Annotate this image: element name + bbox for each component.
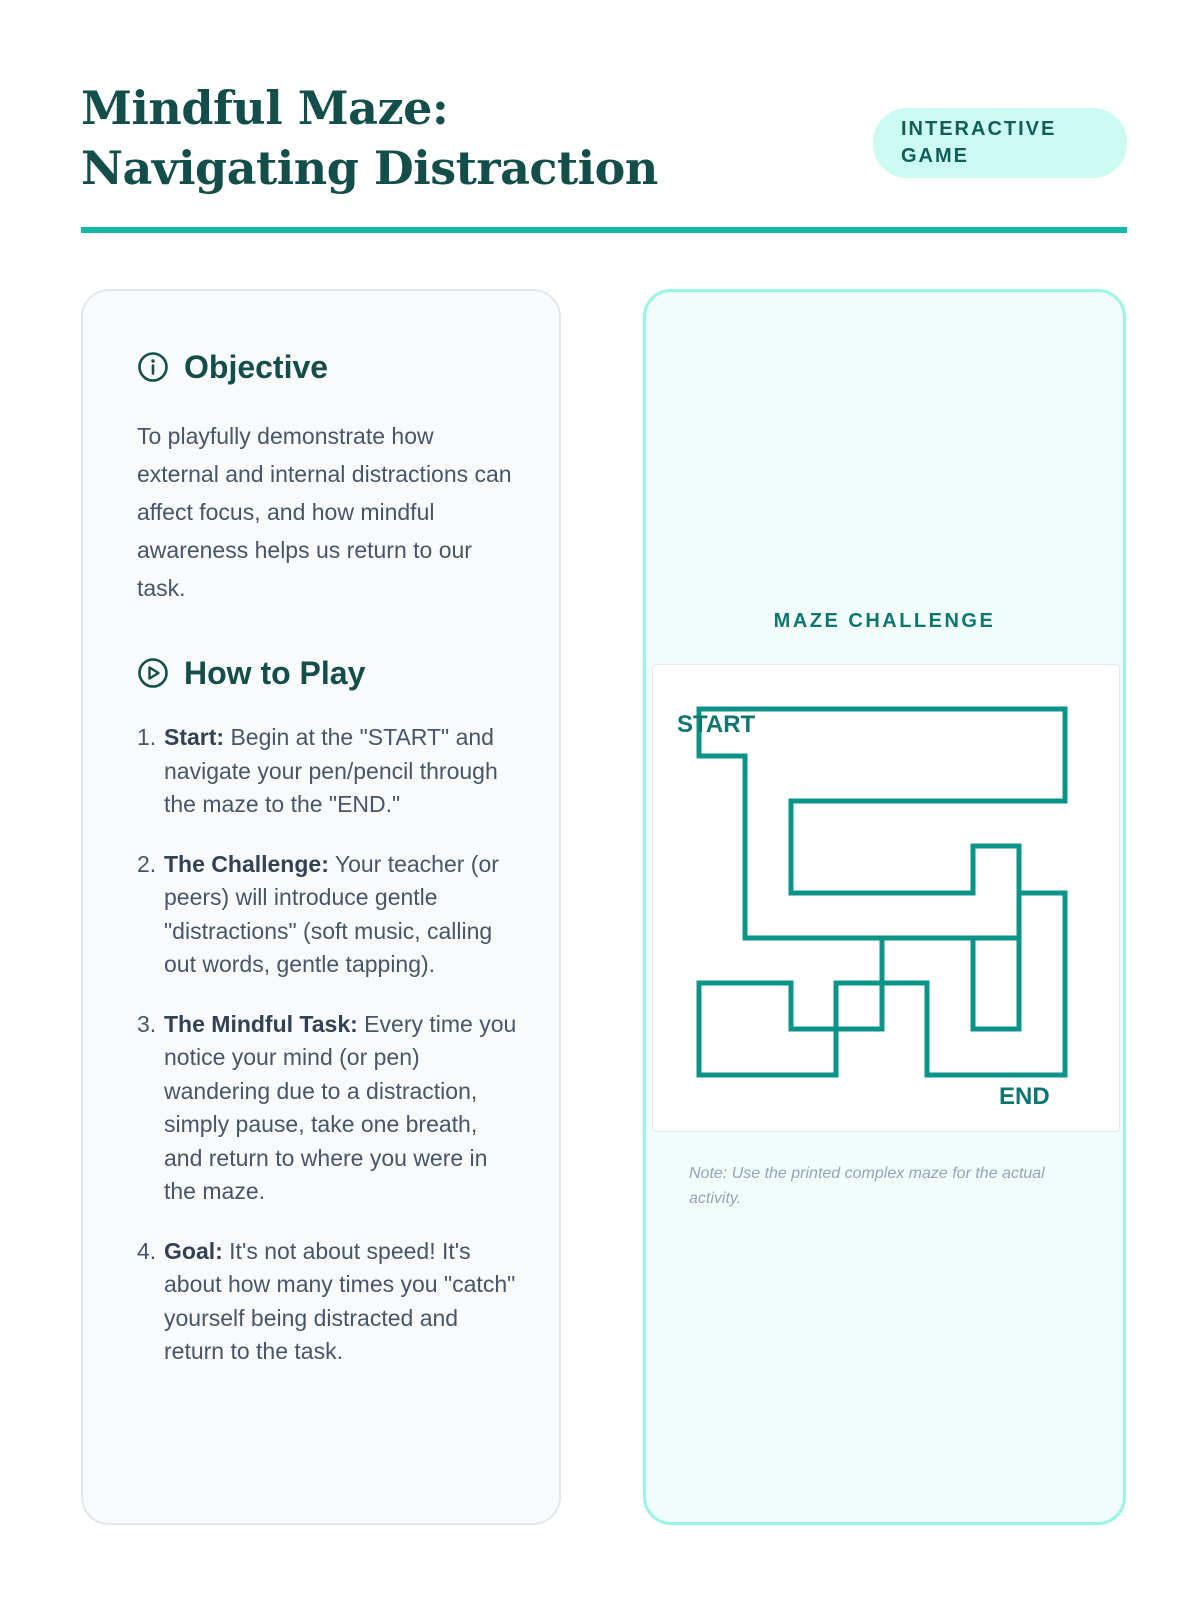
maze-path-main: [699, 709, 1065, 938]
steps-list: [137, 721, 519, 1369]
interactive-game-badge: INTERACTIVE GAME: [873, 108, 1127, 178]
step-text: It's not about speed! It's about how many times you "catch" yourself being distracted and return to the task.: [164, 1237, 516, 1364]
step-text: Every time you notice your mind (or pen) wandering due to a distraction, simply pause, take one breath, and return to where you were in the maze.: [164, 1010, 517, 1204]
step-number: 1.: [137, 724, 157, 750]
step-lead: Start:: [164, 724, 225, 750]
maze-note: Note: Use the printed complex maze for the actual activity.: [689, 1165, 1045, 1207]
instructions-card: [81, 289, 561, 1525]
step-number: 4.: [137, 1237, 157, 1264]
step-text: Your teacher (or peers) will introduce gentle "distractions" (soft music, calling out words, gentle tapping).: [164, 850, 499, 977]
page-header: [81, 78, 1127, 198]
how-to-play-title: How to Play: [184, 654, 366, 691]
info-icon: [137, 351, 169, 383]
step-lead: The Mindful Task:: [164, 1010, 358, 1037]
maze-end-label: END: [999, 1083, 1050, 1110]
objective-text: To playfully demonstrate how external and internal distractions can affect focus, and how mindful awareness helps us return to our task.: [137, 423, 512, 601]
maze-start-label: START: [677, 711, 756, 738]
page-title: Mindful Maze: Navigating Distraction: [81, 81, 658, 195]
play-circle-icon: [137, 657, 169, 689]
how-to-play-heading: [137, 651, 519, 695]
step-number: 3.: [137, 1010, 157, 1037]
step-text: Begin at the "START" and navigate your pen/pencil through the maze to the "END.": [164, 724, 498, 817]
objective-title: Objective: [184, 348, 329, 385]
header-divider: [81, 227, 1127, 233]
maze-area[interactable]: [652, 664, 1120, 1132]
step-lead: The Challenge:: [164, 850, 329, 877]
list-item: [137, 1008, 519, 1209]
maze-box-inner: [973, 938, 1019, 1029]
list-item: [137, 848, 519, 982]
maze-path-right: [699, 893, 1065, 1075]
list-item: [137, 721, 519, 822]
list-item: [137, 1235, 519, 1369]
maze-card: [643, 289, 1126, 1525]
step-lead: Goal:: [164, 1237, 223, 1264]
objective-heading: [137, 345, 519, 389]
maze-heading: MAZE CHALLENGE: [773, 610, 996, 632]
step-number: 2.: [137, 850, 157, 877]
